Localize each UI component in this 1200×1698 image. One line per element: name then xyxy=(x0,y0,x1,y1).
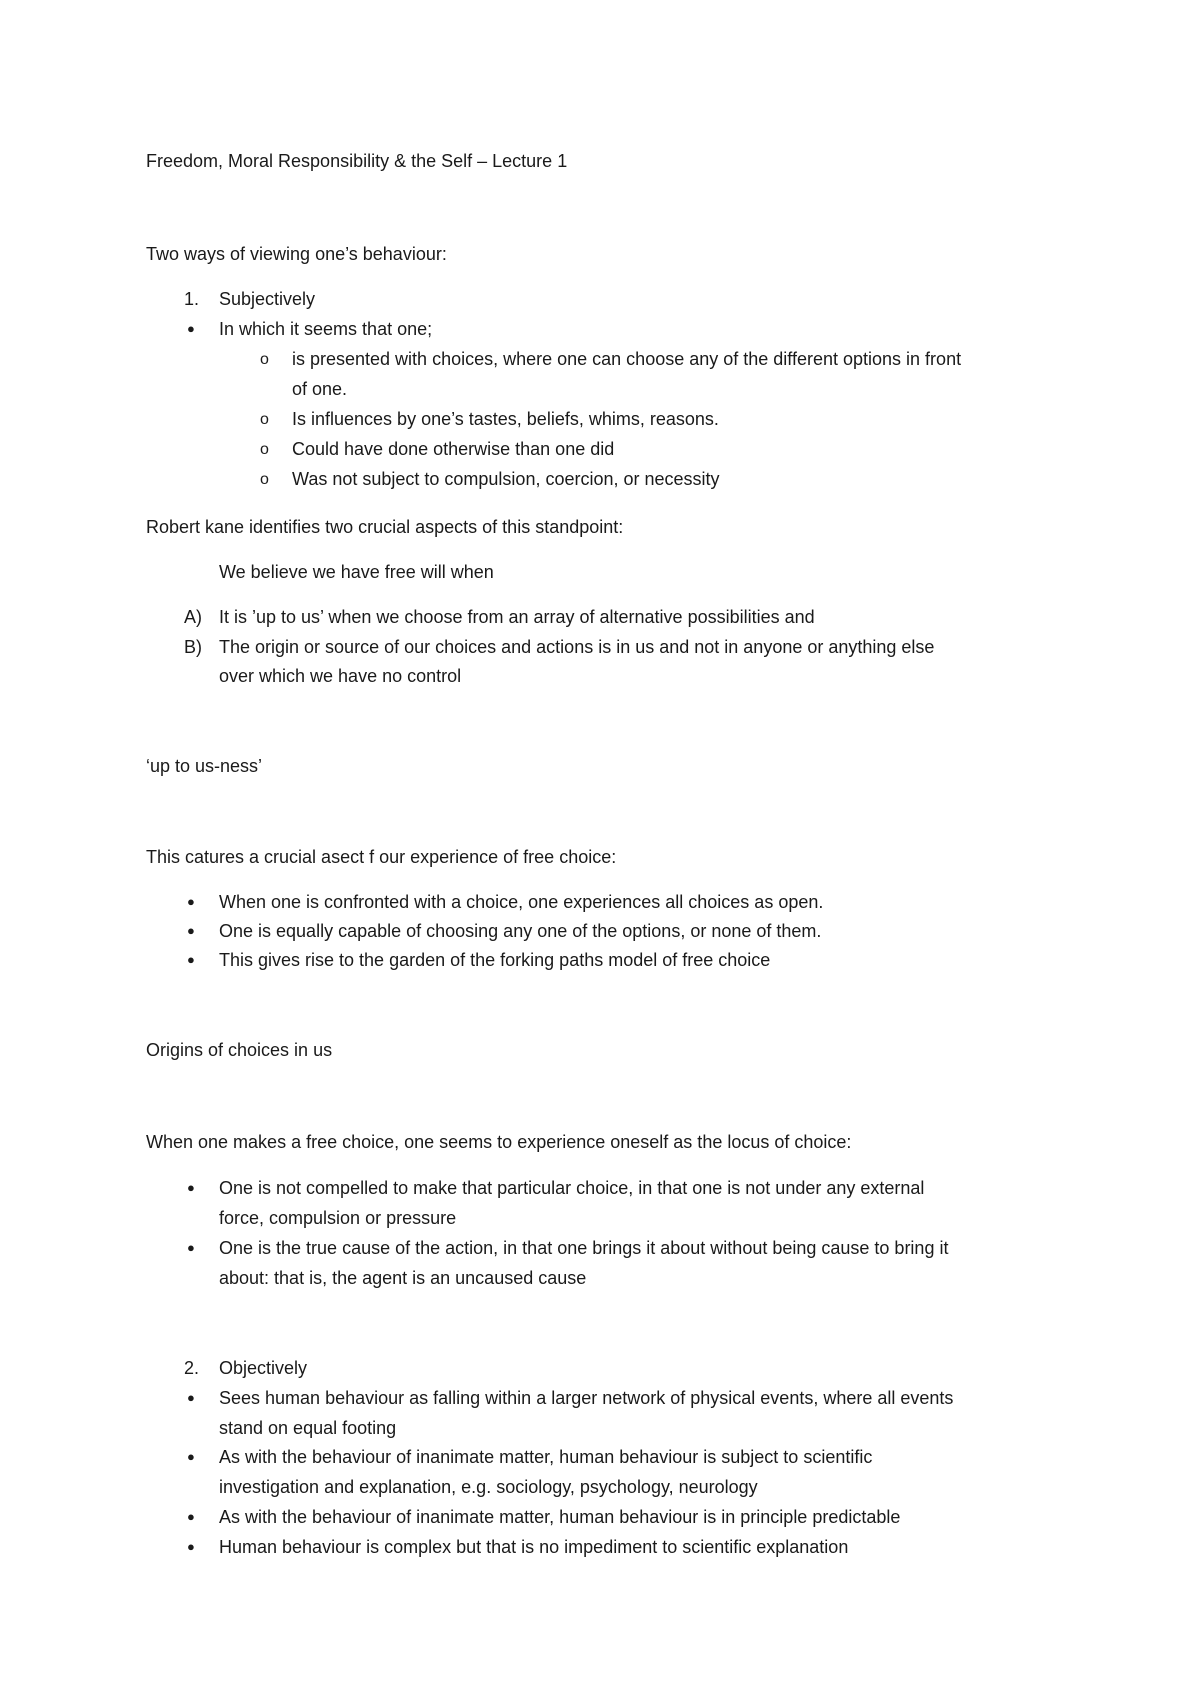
bullet-icon: ● xyxy=(187,923,195,938)
sub-bullet-icon: o xyxy=(260,471,269,488)
bullet-text: investigation and explanation, e.g. sociology, psychology, neurology xyxy=(219,1477,758,1497)
bullet-text: As with the behaviour of inanimate matter, human behaviour is subject to scientific xyxy=(219,1447,873,1467)
bullet-icon: ● xyxy=(187,1539,195,1554)
heading-objectively: Objectively xyxy=(219,1358,308,1378)
bullet-icon: ● xyxy=(187,1240,195,1255)
bullet-text: Sees human behaviour as falling within a larger network of physical events, where all events xyxy=(219,1388,954,1408)
heading-origins: Origins of choices in us xyxy=(146,1040,333,1060)
sub-bullet-text: Is influences by one’s tastes, beliefs, whims, reasons. xyxy=(292,409,719,429)
sub-bullet-icon: o xyxy=(260,351,269,368)
sub-bullet-text: Could have done otherwise than one did xyxy=(292,439,615,459)
bullet-icon: ● xyxy=(187,1390,195,1405)
bullet-icon: ● xyxy=(187,1509,195,1524)
list-marker-b: B) xyxy=(184,637,202,657)
heading-subjectively: Subjectively xyxy=(219,289,316,309)
kane-quote: We believe we have free will when xyxy=(219,562,494,582)
origins-intro: When one makes a free choice, one seems to experience oneself as the locus of choice: xyxy=(146,1132,852,1152)
bullet-text: stand on equal footing xyxy=(219,1418,397,1438)
up-to-us-intro: This catures a crucial asect f our experience of free choice: xyxy=(146,847,617,867)
sub-bullet-text: of one. xyxy=(292,379,348,399)
kane-item-text: over which we have no control xyxy=(219,666,462,686)
bullet-text: In which it seems that one; xyxy=(219,319,433,339)
heading-up-to-us-ness: ‘up to us-ness’ xyxy=(146,756,263,776)
list-number-1: 1. xyxy=(184,289,200,309)
bullet-icon: ● xyxy=(187,1180,195,1195)
bullet-text: Human behaviour is complex but that is no impediment to scientific explanation xyxy=(219,1537,849,1557)
kane-item-text: It is ’up to us’ when we choose from an array of alternative possibilities and xyxy=(219,607,815,627)
list-number-2: 2. xyxy=(184,1358,200,1378)
sub-bullet-icon: o xyxy=(260,441,269,458)
bullet-text: When one is confronted with a choice, one experiences all choices as open. xyxy=(219,892,824,912)
list-marker-a: A) xyxy=(184,607,202,627)
bullet-icon: ● xyxy=(187,1449,195,1464)
lecture-title: Freedom, Moral Responsibility & the Self – Lecture 1 xyxy=(146,151,568,171)
bullet-icon: ● xyxy=(187,321,195,336)
bullet-text: One is the true cause of the action, in that one brings it about without being cause to bring it xyxy=(219,1238,949,1258)
bullet-icon: ● xyxy=(187,952,195,967)
sub-bullet-icon: o xyxy=(260,411,269,428)
bullet-text: about: that is, the agent is an uncaused cause xyxy=(219,1268,587,1288)
bullet-text: One is not compelled to make that particular choice, in that one is not under any external xyxy=(219,1178,925,1198)
sub-bullet-text: Was not subject to compulsion, coercion, or necessity xyxy=(292,469,720,489)
bullet-text: As with the behaviour of inanimate matter, human behaviour is in principle predictable xyxy=(219,1507,901,1527)
bullet-text: This gives rise to the garden of the forking paths model of free choice xyxy=(219,950,771,970)
kane-item-text: The origin or source of our choices and actions is in us and not in anyone or anything else xyxy=(219,637,935,657)
bullet-text: One is equally capable of choosing any one of the options, or none of them. xyxy=(219,921,822,941)
kane-intro: Robert kane identifies two crucial aspects of this standpoint: xyxy=(146,517,624,537)
sub-bullet-text: is presented with choices, where one can choose any of the different options in front xyxy=(292,349,962,369)
bullet-text: force, compulsion or pressure xyxy=(219,1208,457,1228)
bullet-icon: ● xyxy=(187,894,195,909)
intro-text: Two ways of viewing one’s behaviour: xyxy=(146,244,447,264)
